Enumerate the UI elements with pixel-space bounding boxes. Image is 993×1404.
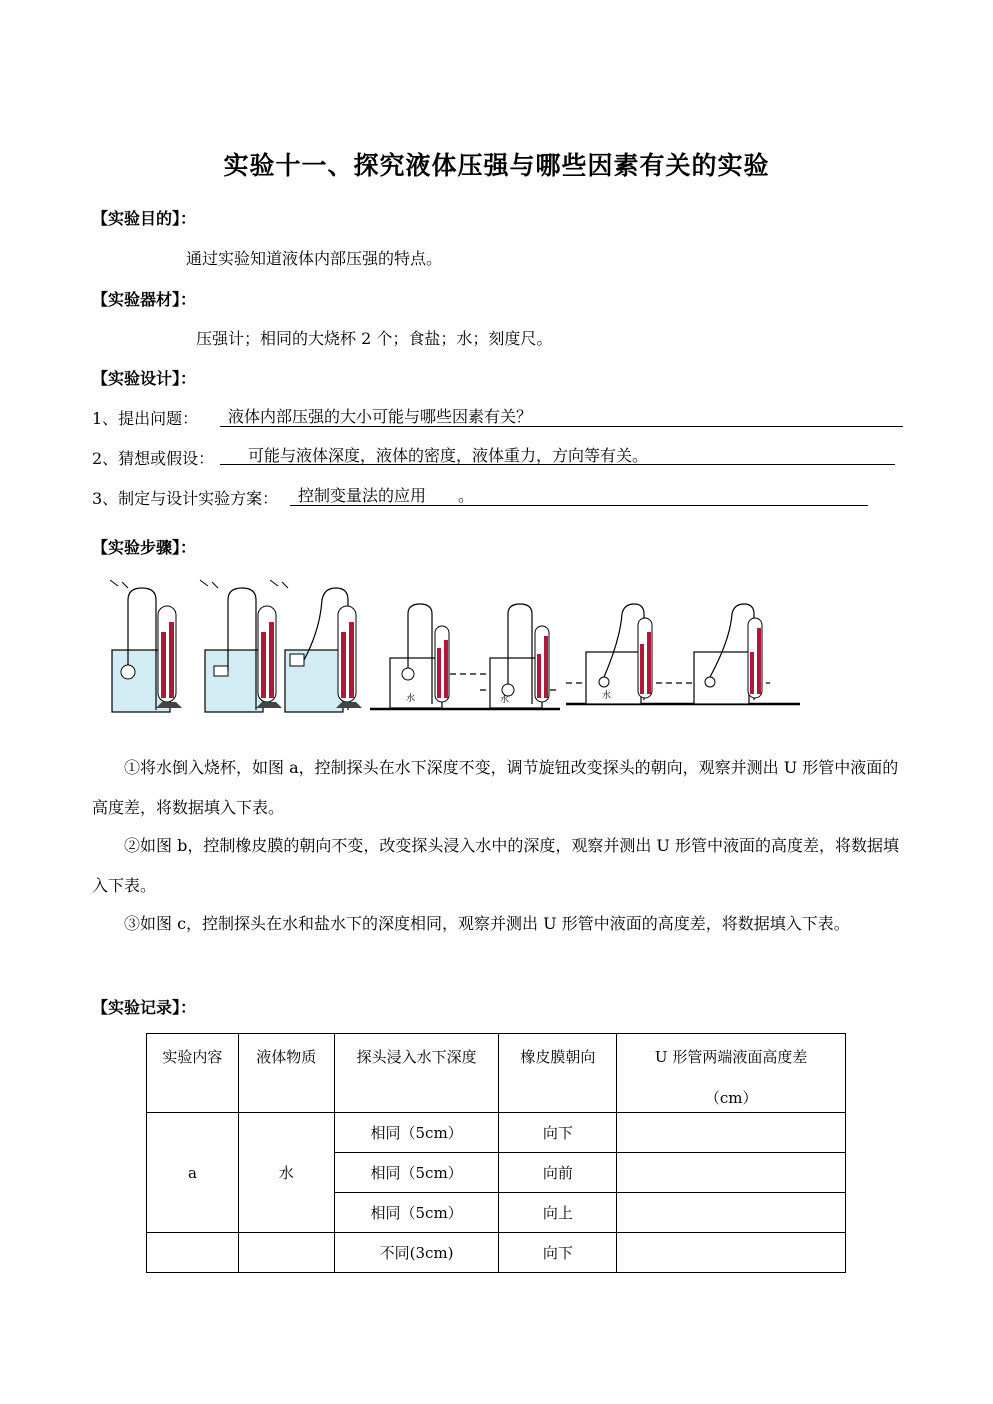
water-label-3: 水 <box>602 691 612 701</box>
cell-direction: 向下 <box>499 1113 617 1153</box>
header-direction: 橡皮膜朝向 <box>499 1034 617 1113</box>
cell-depth: 不同(3cm) <box>334 1233 499 1273</box>
set-c <box>586 604 762 704</box>
cell-height-diff[interactable] <box>617 1193 846 1233</box>
cell-depth: 相同（5cm） <box>334 1193 499 1233</box>
header-content: 实验内容 <box>147 1034 239 1113</box>
cell-depth: 相同（5cm） <box>334 1153 499 1193</box>
header-height-diff-label: U 形管两端液面高度差 <box>654 1048 808 1066</box>
design-item-label-2: 2、猜想或假设： <box>92 449 215 468</box>
set-b <box>390 604 549 708</box>
design-heading: 【实验设计】： <box>92 369 197 388</box>
purpose-heading: 【实验目的】： <box>92 209 197 228</box>
experiment-figure <box>90 570 805 720</box>
page-title: 实验十一、探究液体压强与哪些因素有关的实验 <box>223 151 770 180</box>
cell-height-diff[interactable] <box>617 1233 846 1273</box>
design-answer-2: 可能与液体深度，液体的密度，液体重力，方向等有关。 <box>220 443 895 465</box>
purpose-text: 通过实验知道液体内部压强的特点。 <box>186 249 443 268</box>
cell-height-diff[interactable] <box>617 1113 846 1153</box>
cell-height-diff[interactable] <box>617 1153 846 1193</box>
design-item-label-1: 1、提出问题： <box>92 409 199 428</box>
step-paragraph-1: ①将水倒入烧杯，如图 a，控制探头在水下深度不变，调节旋钮改变探头的朝向，观察并测出 U 形管中液面的高度差，将数据填入下表。 <box>92 758 899 817</box>
steps-heading: 【实验步骤】： <box>92 538 197 557</box>
record-table <box>146 1033 846 1273</box>
cell-direction: 向上 <box>499 1193 617 1233</box>
cell-direction: 向下 <box>499 1233 617 1273</box>
cell-content-empty <box>147 1233 239 1273</box>
step-paragraph-3: ③如图 c，控制探头在水和盐水下的深度相同，观察并测出 U 形管中液面的高度差，将数据填入下表。 <box>124 914 850 933</box>
cell-direction: 向前 <box>499 1153 617 1193</box>
equipment-heading: 【实验器材】： <box>92 290 197 309</box>
table-row <box>147 1233 846 1273</box>
header-height-diff-unit: （cm） <box>704 1089 758 1107</box>
cell-liquid-empty <box>238 1233 334 1273</box>
equipment-text: 压强计；相同的大烧杯 2 个；食盐；水；刻度尺。 <box>196 329 553 348</box>
design-answer-1: 液体内部压强的大小可能与哪些因素有关？ <box>220 404 903 427</box>
record-heading: 【实验记录】： <box>92 998 197 1017</box>
header-depth: 探头浸入水下深度 <box>334 1034 499 1113</box>
design-item-label-3: 3、制定与设计实验方案： <box>92 489 279 508</box>
step-paragraph-2: ②如图 b，控制橡皮膜的朝向不变，改变探头浸入水中的深度，观察并测出 U 形管中液面的高度差，将数据填入下表。 <box>92 836 899 895</box>
cell-depth: 相同（5cm） <box>334 1113 499 1153</box>
header-liquid: 液体物质 <box>238 1034 334 1113</box>
set-a <box>110 580 362 712</box>
table-row <box>147 1113 846 1153</box>
header-height-diff <box>617 1034 846 1113</box>
table-header-row <box>147 1034 846 1113</box>
cell-liquid-a: 水 <box>238 1113 334 1233</box>
water-label-2: 水 <box>500 695 510 705</box>
design-answer-3: 控制变量法的应用 。 <box>290 483 868 506</box>
cell-content-a: a <box>147 1113 239 1233</box>
water-label-1: 水 <box>406 694 416 704</box>
